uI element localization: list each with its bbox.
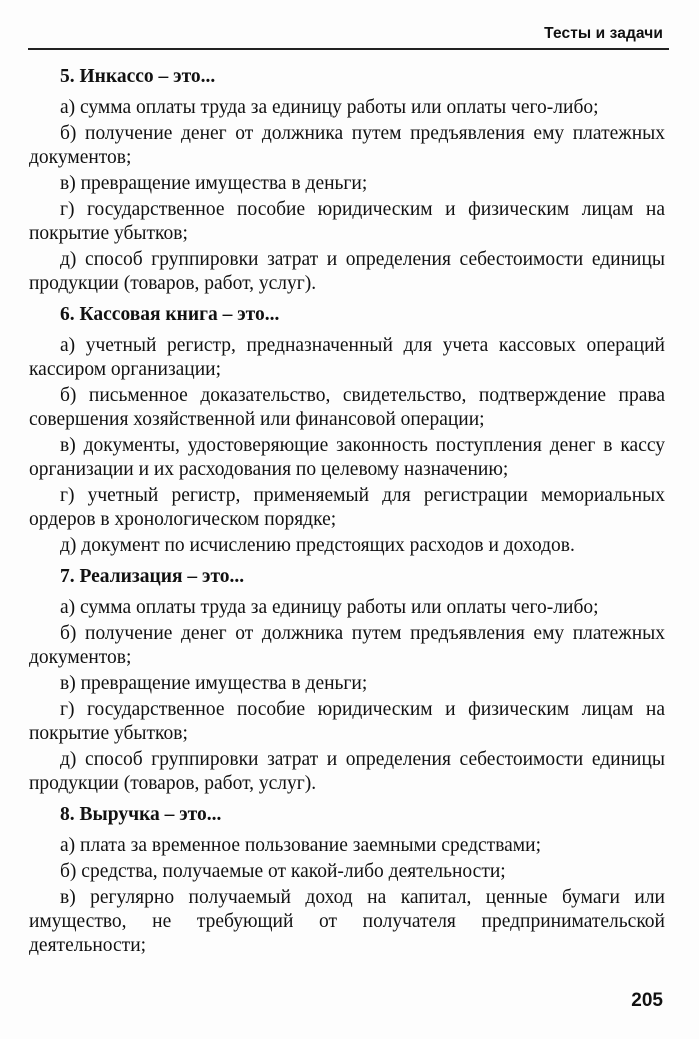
answer-list [29,596,665,796]
question-title: 7. Реализация – это... [60,566,245,587]
answer-option: д) способ группировки затрат и определения себестоимости единицы продукции (товаров, работ, услуг). [29,249,665,294]
answer-option: а) сумма оплаты труда за единицу работы или оплаты чего-либо; [60,597,599,618]
answer-option: а) сумма оплаты труда за единицу работы или оплаты чего-либо; [60,97,599,118]
answer-option: б) письменное доказательство, свидетельство, подтверждение права совершения хозяйственной или финансовой операции; [29,385,665,430]
running-title: Тесты и задачи [544,25,663,42]
answer-option: г) государственное пособие юридическим и физическим лицам на покрытие убытков; [29,199,665,244]
answer-option: а) плата за временное пользование заемными средствами; [60,835,541,856]
answer-option: а) учетный регистр, предназначенный для учета кассовых операций кассиром организации; [29,335,665,380]
answer-option: г) государственное пособие юридическим и физическим лицам на покрытие убытков; [29,699,665,744]
answer-option: в) документы, удостоверяющие законность поступления денег в кассу организации и их расходования по целевому назначению; [29,435,665,480]
answer-list [29,334,665,558]
answer-list [29,834,665,958]
answer-option: в) регулярно получаемый доход на капитал, ценные бумаги или имущество, не требующий от получателя предпринимательской деятельности; [29,887,665,956]
answer-option: г) учетный регистр, применяемый для регистрации мемориальных ордеров в хронологическом порядке; [29,485,665,530]
answer-option: д) способ группировки затрат и определения себестоимости единицы продукции (товаров, работ, услуг). [29,749,665,794]
page-number: 205 [631,990,663,1011]
page-content [29,58,665,960]
answer-list [29,96,665,296]
question-8 [29,803,665,958]
question-7 [29,565,665,796]
answer-option: д) документ по исчислению предстоящих расходов и доходов. [60,535,575,556]
question-6 [29,303,665,558]
answer-option: в) превращение имущества в деньги; [60,673,368,694]
answer-option: б) получение денег от должника путем предъявления ему платежных документов; [29,123,665,168]
question-5 [29,65,665,296]
answer-option: б) получение денег от должника путем предъявления ему платежных документов; [29,623,665,668]
header-rule [28,48,669,50]
question-title: 5. Инкассо – это... [60,66,216,87]
question-title: 6. Кассовая книга – это... [60,304,280,325]
question-title: 8. Выручка – это... [60,804,222,825]
answer-option: б) средства, получаемые от какой-либо деятельности; [60,861,506,882]
answer-option: в) превращение имущества в деньги; [60,173,368,194]
